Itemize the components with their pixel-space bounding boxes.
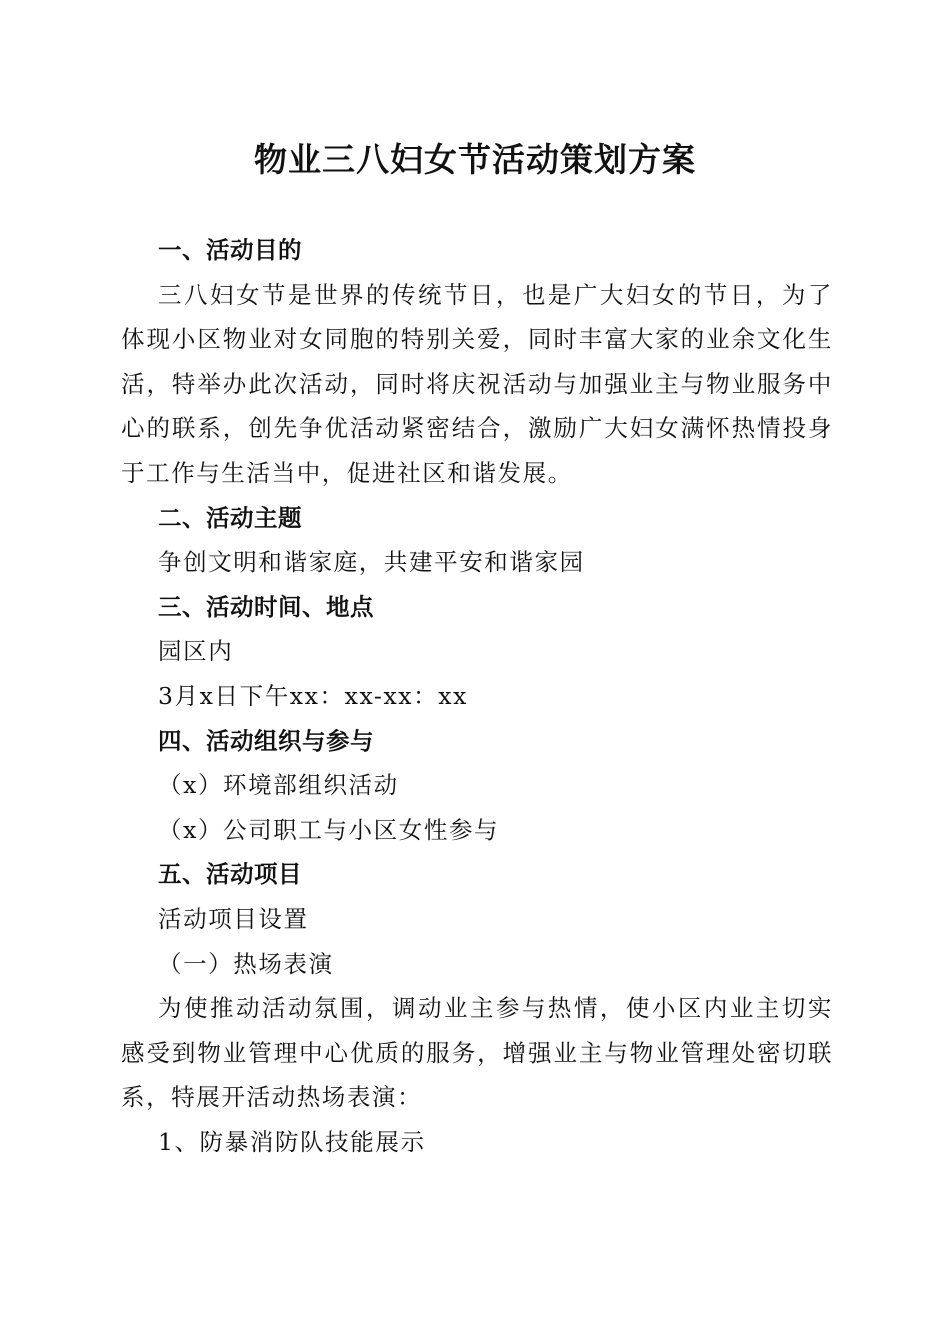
section-heading-projects: 五、活动项目 [158,860,302,889]
paragraph-organizer: （x）环境部组织活动 [158,771,399,800]
section-heading-theme: 二、活动主题 [158,503,302,532]
paragraph-time: 3月x日下午xx：xx-xx：xx [158,681,468,710]
paragraph-project-setup: 活动项目设置 [158,904,309,933]
document-body [121,228,833,1164]
document-title: 物业三八妇女节活动策划方案 [254,140,696,179]
paragraph-purpose: 三八妇女节是世界的传统节日，也是广大妇女的节日，为了体现小区物业对女同胞的特别关爱，同时丰富大家的业余文化生活，特举办此次活动，同时将庆祝活动与加强业主与物业服务中心的联系，创先争优活动紧密结合，激励广大妇女满怀热情投身于工作与生活当中，促进社区和谐发展。 [121,280,833,487]
paragraph-participants: （x）公司职工与小区女性参与 [158,815,500,844]
section-heading-organization: 四、活动组织与参与 [158,726,374,755]
sub-heading-warmup: （一）热场表演 [158,949,334,978]
section-heading-purpose: 一、活动目的 [158,236,302,264]
section-heading-time-place: 三、活动时间、地点 [158,592,374,621]
paragraph-theme: 争创文明和谐家庭，共建平安和谐家园 [158,548,585,577]
list-item-1: 1、防暴消防队技能展示 [158,1127,426,1156]
paragraph-warmup: 为使推动活动氛围，调动业主参与热情，使小区内业主切实感受到物业管理中心优质的服务，增强业主与物业管理处密切联系，特展开活动热场表演： [121,994,833,1112]
paragraph-place: 园区内 [158,637,234,666]
